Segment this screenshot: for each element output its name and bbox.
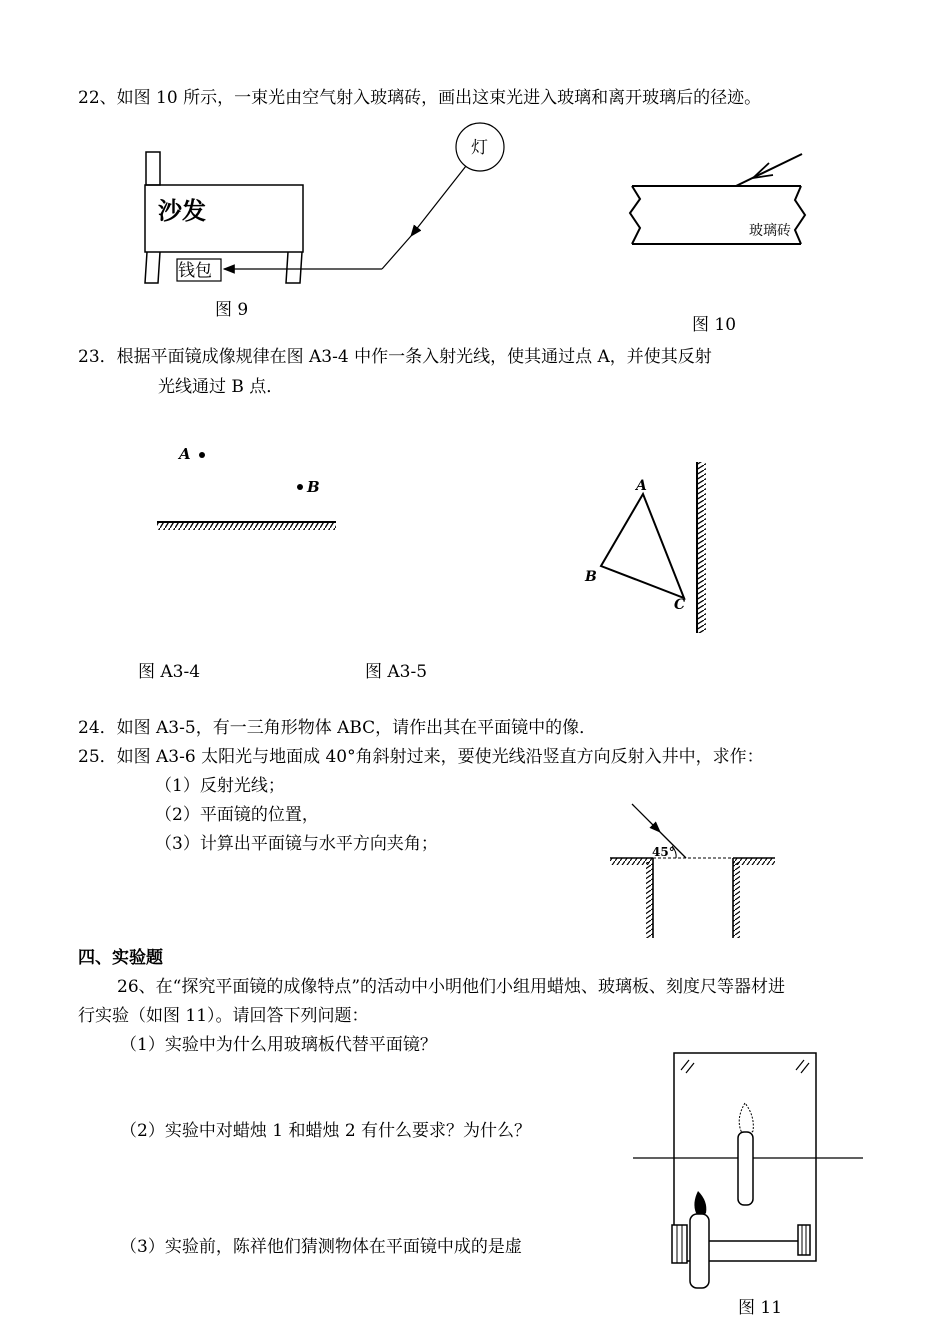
wallet-label: 钱包 [178,261,212,281]
question-25-text: 25．如图 A3-6 太阳光与地面成 40°角斜射过来，要使光线沿竖直方向反射入井中，求作： [78,747,764,767]
question-25-item-3: （3）计算出平面镜与水平方向夹角； [155,834,438,854]
triangle-label-c: C [674,597,686,613]
stand-left [672,1225,687,1263]
question-26-line-1: 26、在“探究平面镜的成像特点”的活动中小明他们小组用蜡烛、玻璃板、刻度尺等器材进 [117,977,786,997]
question-22-text: 22、如图 10 所示，一束光由空气射入玻璃砖，画出这束光进入玻璃和离开玻璃后的径迹。 [78,88,762,108]
question-26-sub-3: （3）实验前，陈祥他们猜测物体在平面镜中成的是虚 [120,1237,522,1257]
question-26-sub-2: （2）实验中对蜡烛 1 和蜡烛 2 有什么要求？为什么？ [120,1121,532,1141]
glass-label: 玻璃砖 [749,223,791,239]
candle-2 [738,1132,753,1205]
lamp-label: 灯 [471,138,488,158]
question-26-line-2: 行实验（如图 11）。请回答下列问题： [78,1006,369,1026]
angle-label: 45° [652,845,675,859]
figure-a3-4-caption: 图 A3-4 [138,662,201,682]
figure-a3-5-caption: 图 A3-5 [365,662,428,682]
question-26-sub-1: （1）实验中为什么用玻璃板代替平面镜？ [120,1035,437,1055]
figure-10-caption: 图 10 [692,315,737,335]
figure-11-caption: 图 11 [738,1298,783,1318]
triangle-label-a: A [636,478,647,494]
candle-2-flame [739,1103,753,1135]
question-25-item-2: （2）平面镜的位置， [155,805,319,825]
section-4-heading: 四、实验题 [78,948,163,968]
point-a-label: A [179,445,191,463]
candle-1-flame [694,1191,706,1216]
question-24-text: 24．如图 A3-5，有一三角形物体 ABC，请作出其在平面镜中的像． [78,718,597,738]
question-23-line-1: 23．根据平面镜成像规律在图 A3-4 中作一条入射光线，使其通过点 A，并使其反射 [78,347,712,367]
sofa-label: 沙发 [158,196,206,225]
point-b-label: B [307,478,320,496]
stand-right [798,1225,810,1255]
figure-9-caption: 图 9 [215,300,249,320]
question-25-item-1: （1）反射光线； [155,776,285,796]
question-23-line-2: 光线通过 B 点． [158,377,284,397]
candle-1 [690,1214,709,1288]
triangle-label-b: B [585,569,597,585]
